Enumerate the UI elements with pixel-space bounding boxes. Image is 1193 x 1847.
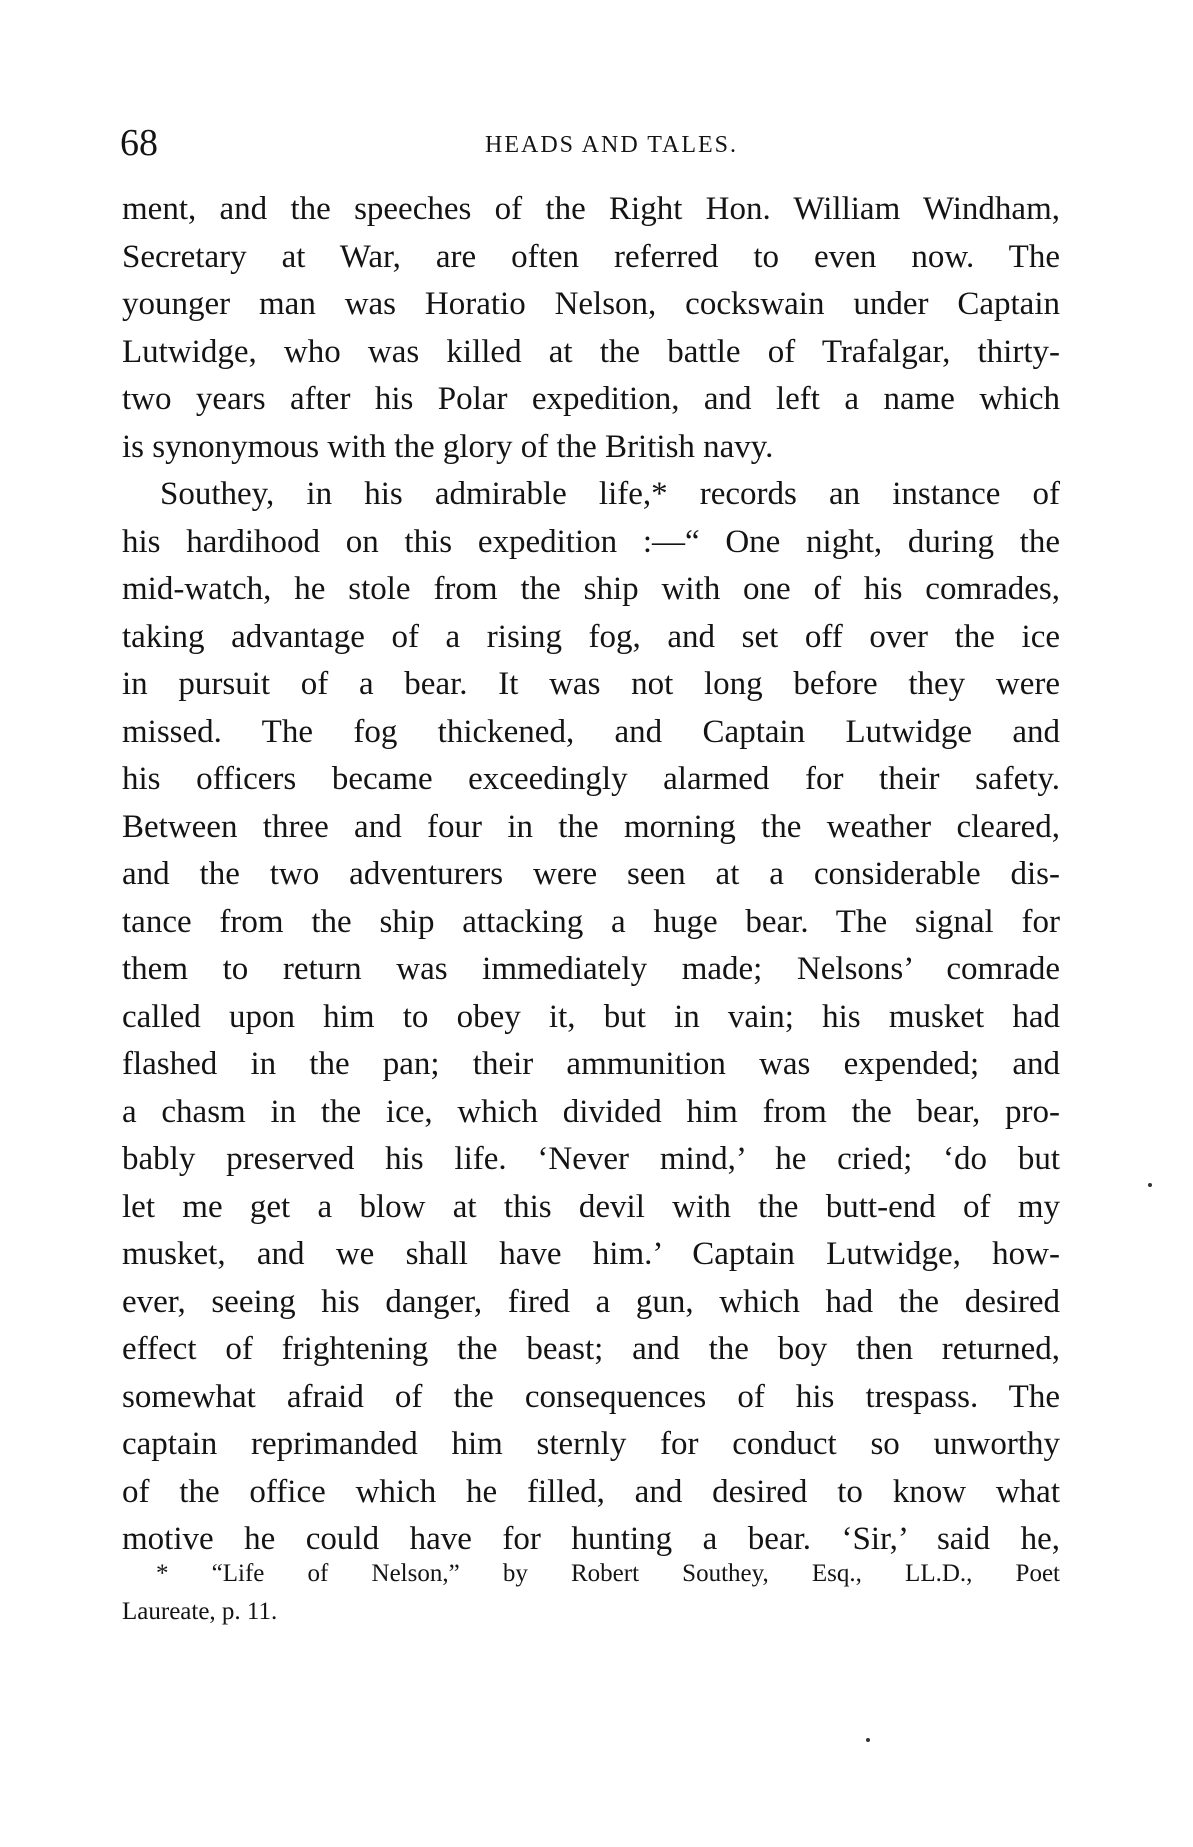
text-line: of the office which he filled, and desired to know what: [122, 1473, 1060, 1510]
text-line: in pursuit of a bear. It was not long before they were: [122, 666, 1060, 702]
text-line: flashed in the pan; their ammunition was expended; and: [122, 1046, 1060, 1082]
footnote-line: * “Life of Nelson,” by Robert Southey, Esq., LL.D., Poet: [156, 1560, 1060, 1587]
text-line: his officers became exceedingly alarmed for their safety.: [122, 761, 1060, 797]
footnote-line: Laureate, p. 11.: [122, 1598, 278, 1625]
text-line: somewhat afraid of the consequences of his trespass. The: [122, 1378, 1060, 1415]
text-line: younger man was Horatio Nelson, cockswain under Captain: [122, 286, 1060, 322]
text-line: Southey, in his admirable life,* records an instance of: [160, 476, 1060, 512]
print-speck: [1148, 1183, 1152, 1187]
text-line: Between three and four in the morning the weather cleared,: [122, 808, 1060, 845]
text-line: ever, seeing his danger, fired a gun, which had the desired: [122, 1283, 1060, 1320]
text-line: and the two adventurers were seen at a considerable dis-: [122, 856, 1060, 892]
text-line: his hardihood on this expedition :—“ One night, during the: [122, 523, 1060, 560]
text-line: them to return was immediately made; Nelsons’ comrade: [122, 951, 1060, 987]
text-line: called upon him to obey it, but in vain; his musket had: [122, 998, 1060, 1035]
running-title: HEADS AND TALES.: [485, 132, 738, 158]
text-line: two years after his Polar expedition, and left a name which: [122, 381, 1060, 417]
text-line: ment, and the speeches of the Right Hon. William Windham,: [122, 191, 1060, 227]
footnote: [122, 1555, 1060, 1631]
text-line: Secretary at War, are often referred to even now. The: [122, 238, 1060, 275]
text-line: musket, and we shall have him.’ Captain Lutwidge, how-: [122, 1236, 1060, 1272]
text-line: captain reprimanded him sternly for conduct so unworthy: [122, 1426, 1060, 1462]
page-number: 68: [120, 122, 158, 164]
print-speck: [866, 1738, 870, 1742]
text-line: a chasm in the ice, which divided him from the bear, pro-: [122, 1093, 1060, 1130]
body-text: [122, 186, 1060, 1564]
text-line: missed. The fog thickened, and Captain Lutwidge and: [122, 713, 1060, 750]
text-line: effect of frightening the beast; and the boy then returned,: [122, 1331, 1060, 1367]
text-line: bably preserved his life. ‘Never mind,’ he cried; ‘do but: [122, 1141, 1060, 1177]
running-head: [0, 118, 1193, 168]
text-line: motive he could have for hunting a bear. ‘Sir,’ said he,: [122, 1521, 1060, 1557]
text-line: mid-watch, he stole from the ship with one of his comrades,: [122, 571, 1060, 607]
text-line: tance from the ship attacking a huge bear. The signal for: [122, 903, 1060, 940]
text-line: Lutwidge, who was killed at the battle of Trafalgar, thirty-: [122, 333, 1060, 370]
text-line: let me get a blow at this devil with the butt-end of my: [122, 1188, 1060, 1225]
text-line: taking advantage of a rising fog, and set off over the ice: [122, 618, 1060, 655]
text-line: is synonymous with the glory of the British navy.: [122, 428, 774, 465]
